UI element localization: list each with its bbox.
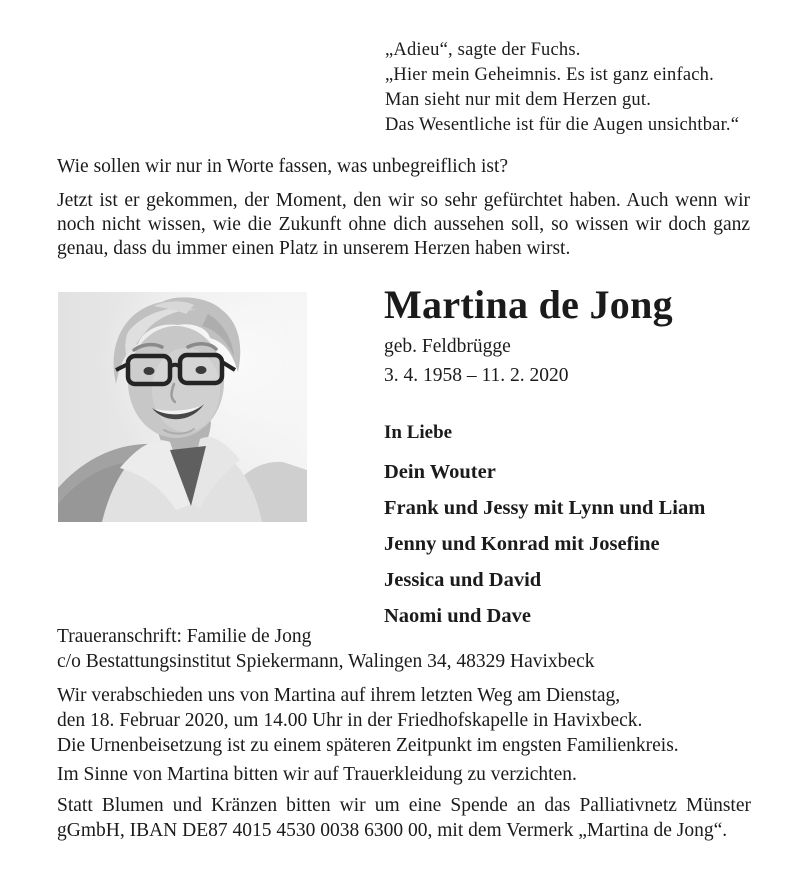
- intro-question: Wie sollen wir nur in Worte fassen, was unbegreiflich ist?: [57, 156, 509, 177]
- mourning-address: [57, 625, 595, 674]
- urn-burial-note: Die Urnenbeisetzung ist zu einem späteren Zeitpunkt im engsten Familienkreis.: [57, 735, 679, 756]
- birth-name: geb. Feldbrügge: [384, 336, 511, 357]
- mourner-line: Jenny und Konrad mit Josefine: [384, 533, 660, 555]
- donation-note: Statt Blumen und Kränzen bitten wir um eine Spende an das Palliativnetz Münster gGmbH, IBAN DE87 4015 4530 0038 6300 00, mit dem Vermerk „Martina de Jong“.: [57, 795, 751, 841]
- portrait-photo: [58, 292, 307, 522]
- service-info-line: den 18. Februar 2020, um 14.00 Uhr in der Friedhofskapelle in Havixbeck.: [57, 709, 643, 731]
- mourners-heading: In Liebe: [384, 422, 453, 443]
- mourner-line: Frank und Jessy mit Lynn und Liam: [384, 497, 706, 519]
- service-info: [57, 684, 642, 733]
- mourning-address-line: c/o Bestattungsinstitut Spiekermann, Walingen 34, 48329 Havixbeck: [57, 650, 595, 672]
- portrait-photo-graphic: [58, 292, 307, 522]
- mourner-line: Naomi und Dave: [384, 605, 531, 627]
- intro-paragraph: Jetzt ist er gekommen, der Moment, den wir so sehr gefürchtet haben. Auch wenn wir noch nicht wissen, wie die Zukunft ohne dich aussehen soll, so wissen wir doch ganz genau, dass du immer einen Platz in unserem Herzen haben wirst.: [57, 190, 750, 259]
- deceased-name: Martina de Jong: [384, 282, 673, 327]
- mourner-line: Dein Wouter: [384, 461, 496, 483]
- mourning-address-line: Traueranschrift: Familie de Jong: [57, 626, 312, 647]
- life-dates: 3. 4. 1958 – 11. 2. 2020: [384, 365, 569, 386]
- quote-line: Man sieht nur mit dem Herzen gut.: [385, 90, 652, 110]
- service-info-line: Wir verabschieden uns von Martina auf ihrem letzten Weg am Dienstag,: [57, 685, 621, 706]
- quote-line: „Adieu“, sagte der Fuchs.: [385, 40, 581, 60]
- mourners-block: [384, 422, 705, 641]
- attire-note: Im Sinne von Martina bitten wir auf Trauerkleidung zu verzichten.: [57, 764, 577, 785]
- epigraph-quote: [385, 38, 739, 138]
- mourner-line: Jessica und David: [384, 569, 542, 591]
- quote-line: Das Wesentliche ist für die Augen unsichtbar.“: [385, 115, 740, 135]
- deceased-block: [384, 283, 673, 387]
- quote-line: „Hier mein Geheimnis. Es ist ganz einfach.: [385, 65, 714, 85]
